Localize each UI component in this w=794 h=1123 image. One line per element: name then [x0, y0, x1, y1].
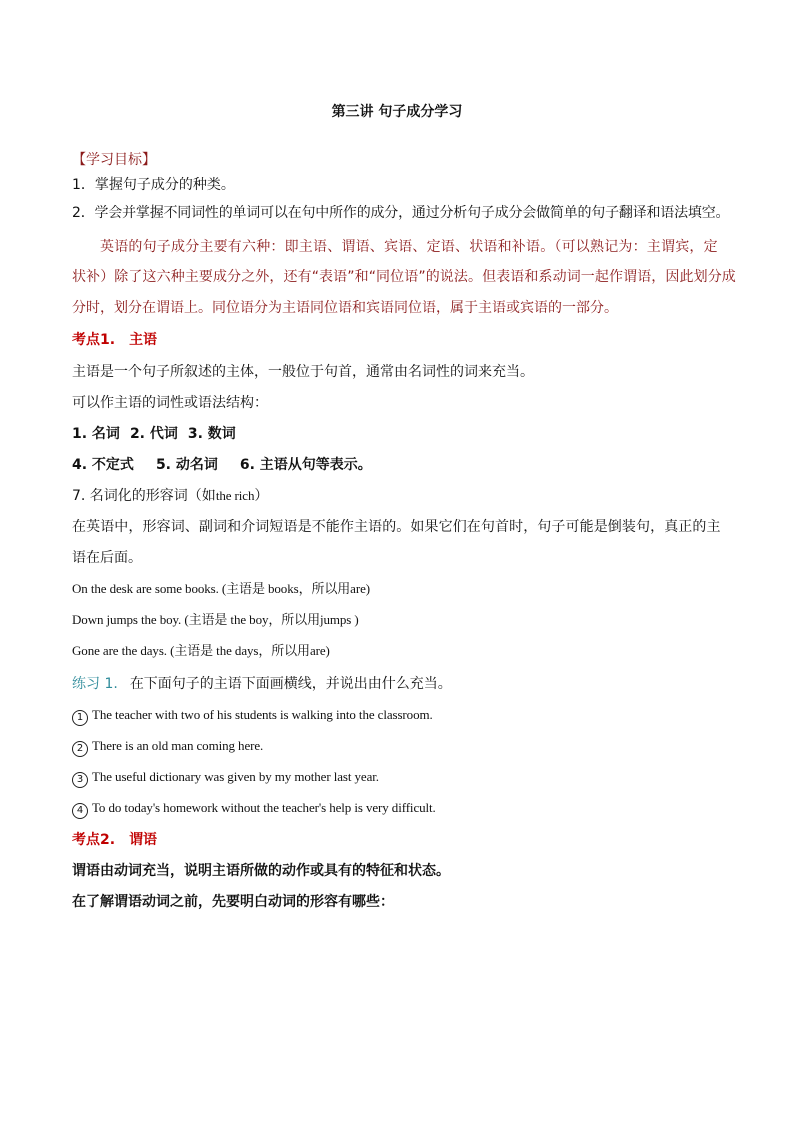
exercise1-heading: [72, 674, 452, 694]
list-item: 3. 数词: [187, 426, 236, 442]
point2-label: 考点2.: [72, 832, 116, 848]
exercise1-label: 练习 1.: [72, 676, 118, 692]
point2-line-2: 在了解谓语动词之前，先要明白动词的形容有哪些：: [72, 894, 394, 910]
point1-label: 考点1.: [72, 332, 116, 348]
objective-item-1: 1．掌握句子成分的种类。: [72, 177, 235, 193]
point1-list-item-7: 7. 名词化的形容词（如the rich）: [72, 488, 269, 504]
list-item: 4. 不定式: [72, 457, 134, 473]
point1-list-row-2: [72, 455, 372, 475]
list-item: 5. 动名词: [155, 457, 218, 473]
objective-item-2: 2．学会并掌握不同词性的单词可以在句中所作的成分，通过分析句子成分会做简单的句子翻译和语法填空。: [72, 205, 730, 221]
exercise-item-1: 1 The teacher with two of his students is walking into the classroom.: [72, 706, 433, 726]
example-sentence-3: Gone are the days. (主语是 the days，所以用are): [72, 643, 330, 658]
page-title: 第三讲 句子成分学习: [331, 104, 463, 120]
point2-heading: [72, 830, 157, 850]
exercise-item-2: 2 There is an old man coming here.: [72, 737, 263, 757]
intro-line-3: 分时，划分在谓语上。同位语分为主语同位语和宾语同位语，属于主语或宾语的一部分。: [72, 300, 618, 316]
list-item: 6. 主语从句等表示。: [239, 457, 372, 473]
list-item: 1. 名词: [72, 426, 120, 442]
point1-heading: [72, 330, 157, 350]
exercise-item-3: 3 The useful dictionary was given by my mother last year.: [72, 768, 379, 788]
example-sentence-2: Down jumps the boy. (主语是 the boy，所以用jumps ): [72, 612, 359, 627]
point1-note-line-1: 在英语中，形容词、副词和介词短语是不能作主语的。如果它们在句首时，句子可能是倒装句，真正的主: [72, 519, 721, 535]
point2-line-1: 谓语由动词充当，说明主语所做的动作或具有的特征和状态。: [72, 863, 450, 879]
intro-line-1: 英语的句子成分主要有六种：即主语、谓语、宾语、定语、状语和补语。（可以熟记为：主谓宾，定: [100, 239, 718, 255]
point1-definition: 主语是一个句子所叙述的主体，一般位于句首，通常由名词性的词来充当。: [72, 364, 534, 380]
exercise-item-4: 4 To do today's homework without the teacher's help is very difficult.: [72, 799, 436, 819]
point1-note-line-2: 语在后面。: [72, 550, 142, 566]
point1-list-row-1: [72, 424, 236, 444]
objectives-heading: 【学习目标】: [72, 152, 156, 168]
list-item: 2. 代词: [129, 426, 178, 442]
intro-line-2: 状补）除了这六种主要成分之外，还有“表语”和“同位语”的说法。但表语和系动词一起作谓语，因此划分成: [72, 269, 736, 285]
example-sentence-1: On the desk are some books. (主语是 books，所以用are): [72, 581, 370, 596]
point1-name: 主语: [129, 332, 158, 348]
point1-list-intro: 可以作主语的词性或语法结构：: [72, 395, 268, 411]
point2-name: 谓语: [129, 832, 158, 848]
exercise1-instruction: 在下面句子的主语下面画横线，并说出由什么充当。: [129, 676, 452, 692]
